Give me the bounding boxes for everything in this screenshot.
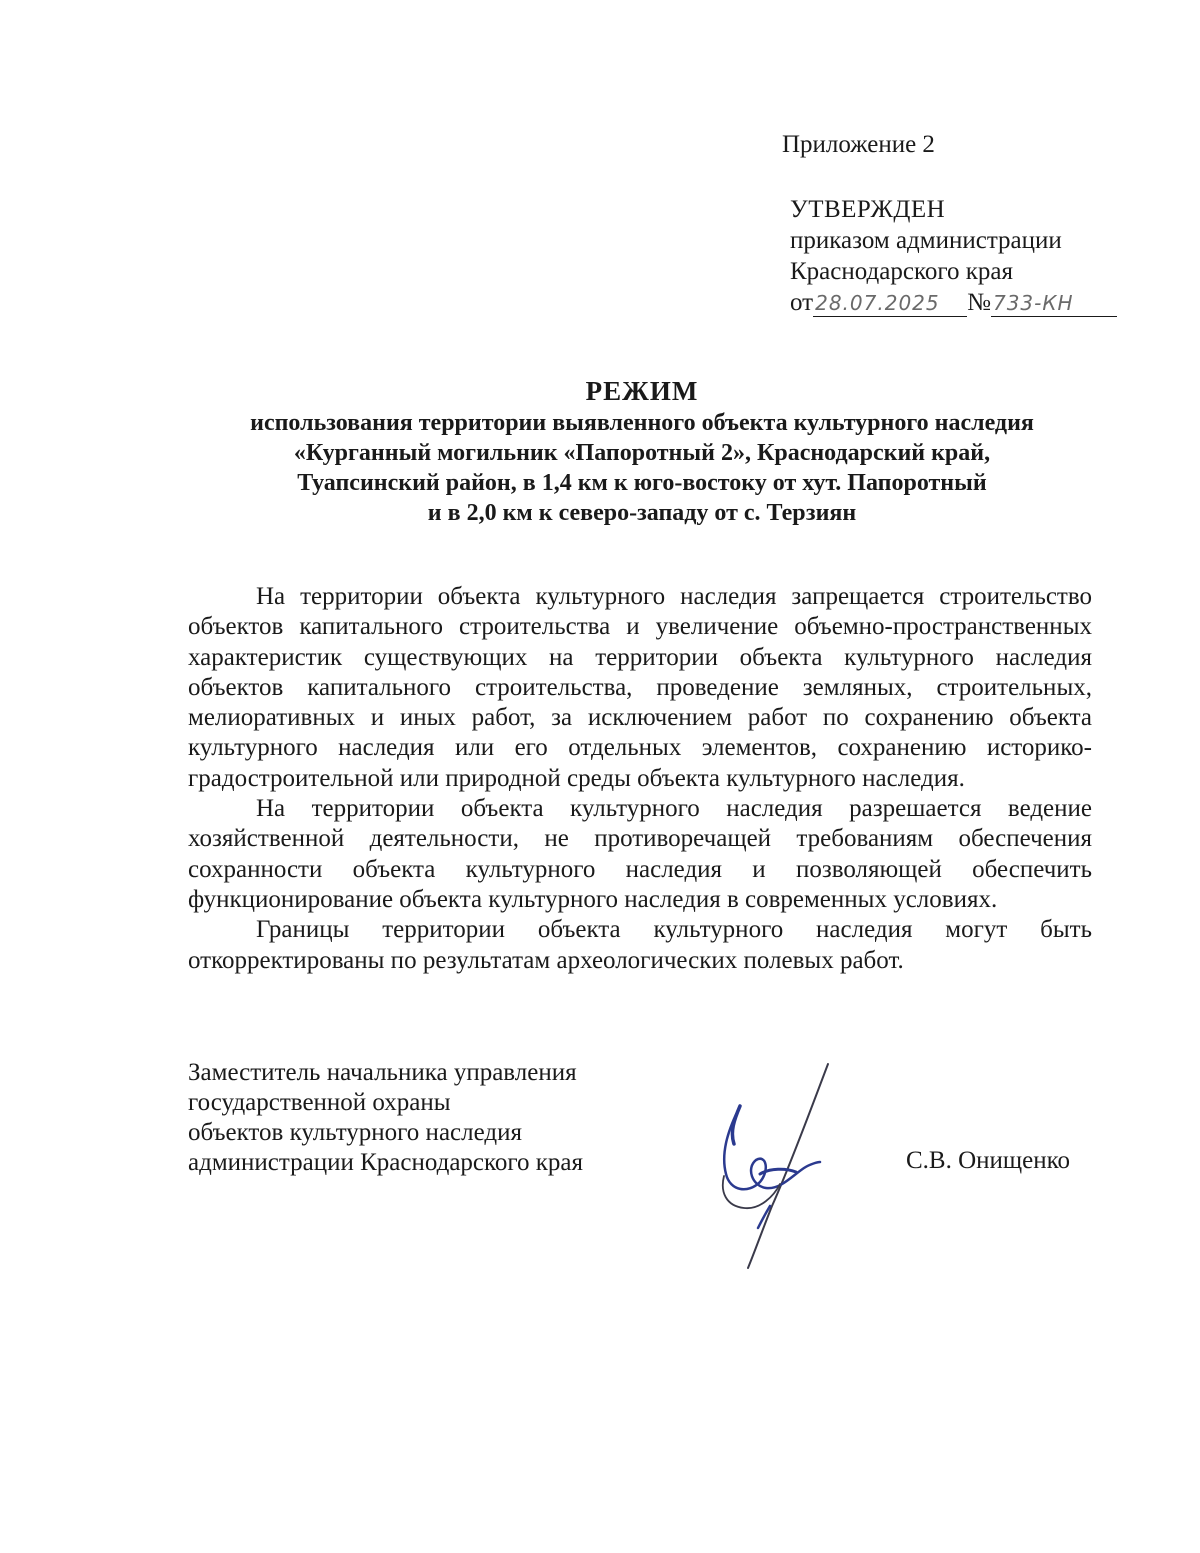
document-body	[188, 582, 1092, 976]
signer-position-line-4: администрации Краснодарского края	[188, 1149, 584, 1176]
title-line-3: Туапсинский район, в 1,4 км к юго-востоку от хут. Папоротный	[297, 470, 987, 496]
signer-name: С.В. Онищенко	[906, 1147, 1071, 1174]
approval-heading: УТВЕРЖДЕН	[790, 196, 946, 223]
approval-block	[790, 194, 1117, 318]
date-prefix: от	[790, 289, 814, 316]
signer-position-line-2: государственной охраны	[188, 1089, 451, 1116]
approval-line-2: Краснодарского края	[790, 258, 1013, 285]
order-number: 733-КН	[991, 290, 1117, 317]
title-line-2: «Курганный могильник «Папоротный 2», Краснодарский край,	[293, 440, 991, 466]
handwritten-signature	[700, 1056, 850, 1276]
title-main: РЕЖИМ	[585, 376, 699, 406]
paragraph-3: Границы территории объекта культурного наследия могут быть откорректированы по результатам археологических полевых работ.	[188, 916, 1092, 974]
order-date: 28.07.2025	[813, 290, 967, 317]
title-line-1: использования территории выявленного объекта культурного наследия	[250, 410, 1034, 436]
signer-position	[188, 1058, 583, 1178]
order-line	[790, 287, 1117, 318]
signer-position-line-1: Заместитель начальника управления	[188, 1059, 577, 1086]
paragraph-1: На территории объекта культурного наследия запрещается строительство объектов капитального строительства и увеличение объемно-пространственных характеристик существующих на территории объекта культурного наследия объектов капитального строительства, проведение земляных, строительных, мелиоративных и иных работ, за исключением работ по сохранению объекта культурного наследия или его отдельных элементов, сохранению историко-градостроительной или природной среды объекта культурного наследия.	[188, 583, 1092, 792]
paragraph-2: На территории объекта культурного наследия разрешается ведение хозяйственной деятельности, не противоречащей требованиям обеспечения сохранности объекта культурного наследия и позволяющей обеспечить функционирование объекта культурного наследия в современных условиях.	[188, 795, 1092, 913]
signer-position-line-3: объектов культурного наследия	[188, 1119, 522, 1146]
annex-label: Приложение 2	[782, 131, 935, 158]
title-line-4: и в 2,0 км к северо-западу от с. Терзиян	[427, 500, 857, 526]
number-prefix: №	[967, 289, 991, 316]
document-title	[150, 374, 1134, 528]
approval-line-1: приказом администрации	[790, 227, 1062, 254]
